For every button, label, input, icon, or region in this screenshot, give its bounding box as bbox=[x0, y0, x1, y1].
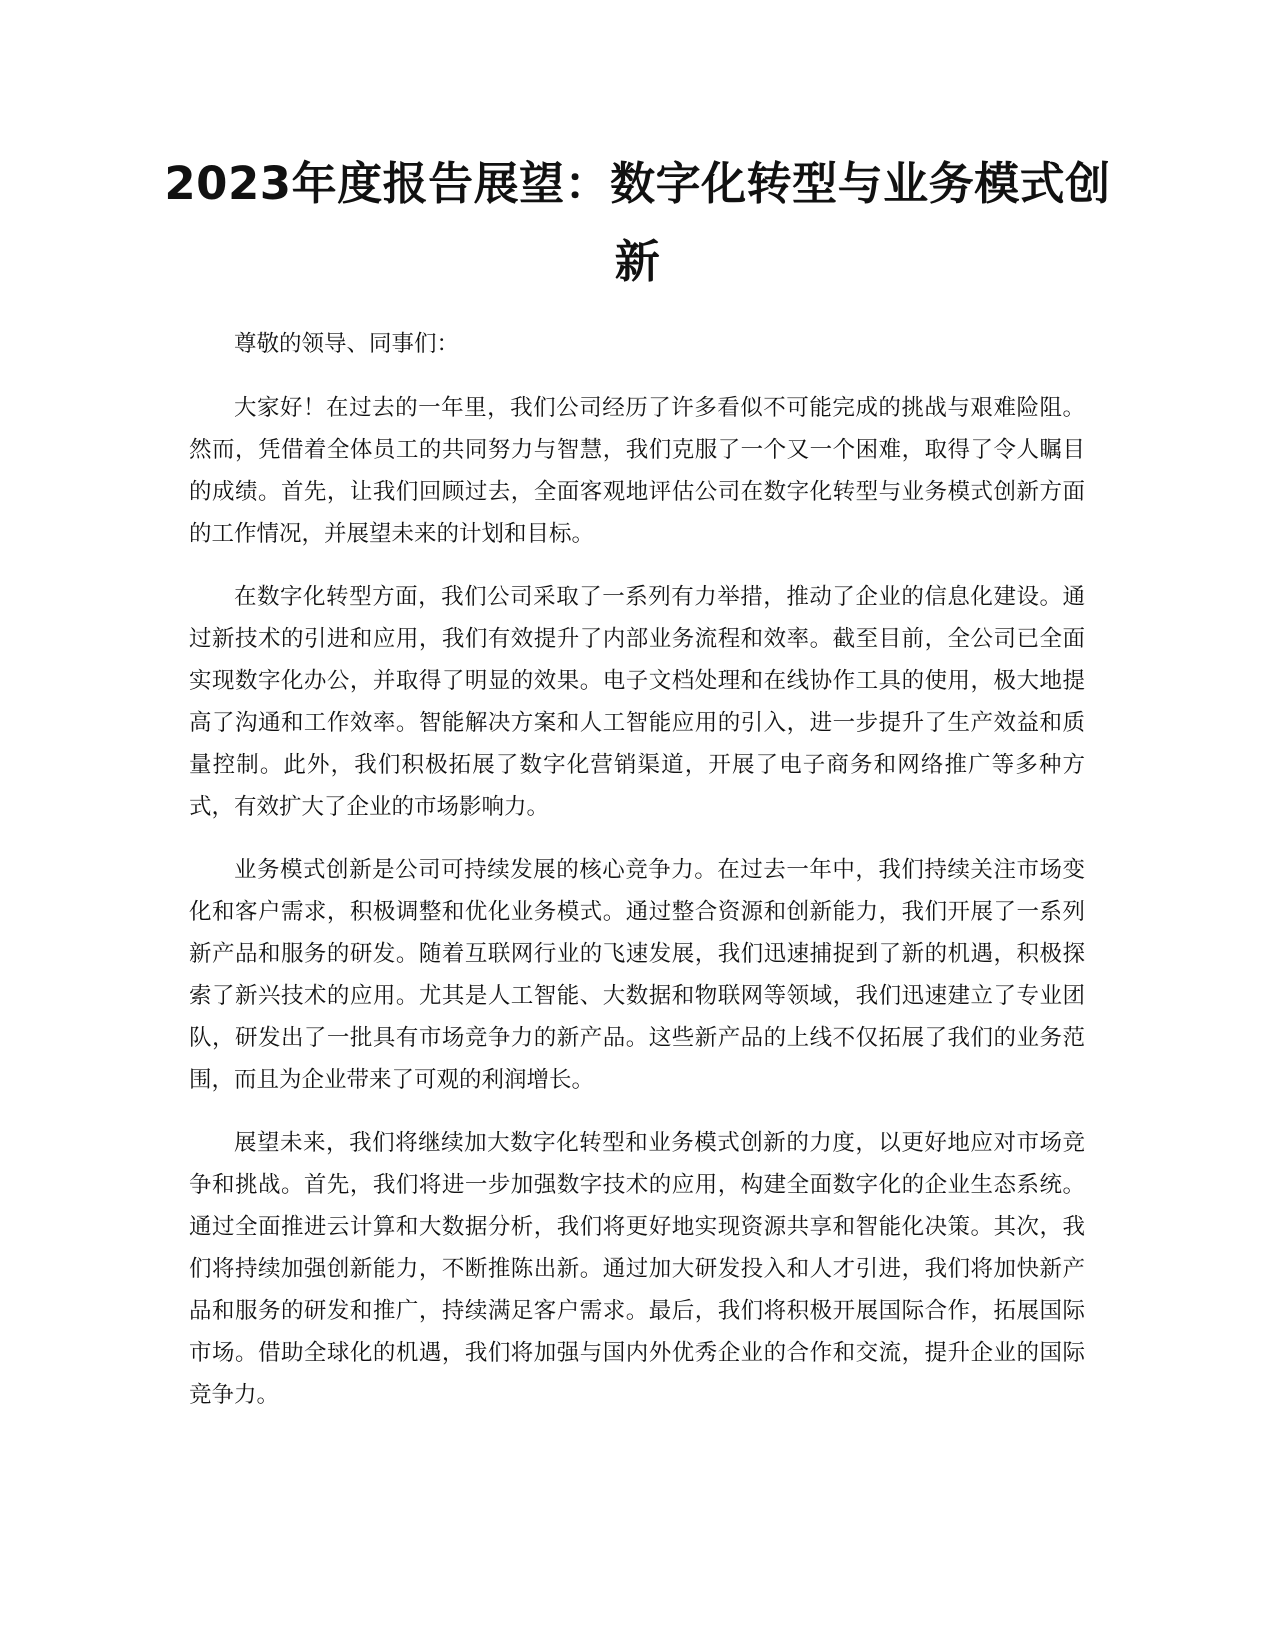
paragraph-digital-transformation: 在数字化转型方面，我们公司采取了一系列有力举措，推动了企业的信息化建设。通过新技术的引进和应用，我们有效提升了内部业务流程和效率。截至目前，全公司已全面实现数字化办公，并取得了明显的效果。电子文档处理和在线协作工具的使用，极大地提高了沟通和工作效率。智能解决方案和人工智能应用的引入，进一步提升了生产效益和质量控制。此外，我们积极拓展了数字化营销渠道，开展了电子商务和网络推广等多种方式，有效扩大了企业的市场影响力。 bbox=[189, 584, 1085, 820]
salutation: 尊敬的领导、同事们： bbox=[234, 331, 460, 357]
document-body bbox=[189, 323, 1085, 1437]
document-title: 2023年度报告展望：数字化转型与业务模式创新 bbox=[164, 157, 1111, 288]
paragraph-business-model-innovation: 业务模式创新是公司可持续发展的核心竞争力。在过去一年中，我们持续关注市场变化和客户需求，积极调整和优化业务模式。通过整合资源和创新能力，我们开展了一系列新产品和服务的研发。随着互联网行业的飞速发展，我们迅速捕捉到了新的机遇，积极探索了新兴技术的应用。尤其是人工智能、大数据和物联网等领域，我们迅速建立了专业团队，研发出了一批具有市场竞争力的新产品。这些新产品的上线不仅拓展了我们的业务范围，而且为企业带来了可观的利润增长。 bbox=[189, 857, 1085, 1093]
paragraph-intro: 大家好！在过去的一年里，我们公司经历了许多看似不可能完成的挑战与艰难险阻。然而，凭借着全体员工的共同努力与智慧，我们克服了一个又一个困难，取得了令人瞩目的成绩。首先，让我们回顾过去，全面客观地评估公司在数字化转型与业务模式创新方面的工作情况，并展望未来的计划和目标。 bbox=[189, 395, 1085, 547]
paragraph-outlook: 展望未来，我们将继续加大数字化转型和业务模式创新的力度，以更好地应对市场竞争和挑战。首先，我们将进一步加强数字技术的应用，构建全面数字化的企业生态系统。通过全面推进云计算和大数据分析，我们将更好地实现资源共享和智能化决策。其次，我们将持续加强创新能力，不断推陈出新。通过加大研发投入和人才引进，我们将加快新产品和服务的研发和推广，持续满足客户需求。最后，我们将积极开展国际合作，拓展国际市场。借助全球化的机遇，我们将加强与国内外优秀企业的合作和交流，提升企业的国际竞争力。 bbox=[189, 1130, 1085, 1408]
